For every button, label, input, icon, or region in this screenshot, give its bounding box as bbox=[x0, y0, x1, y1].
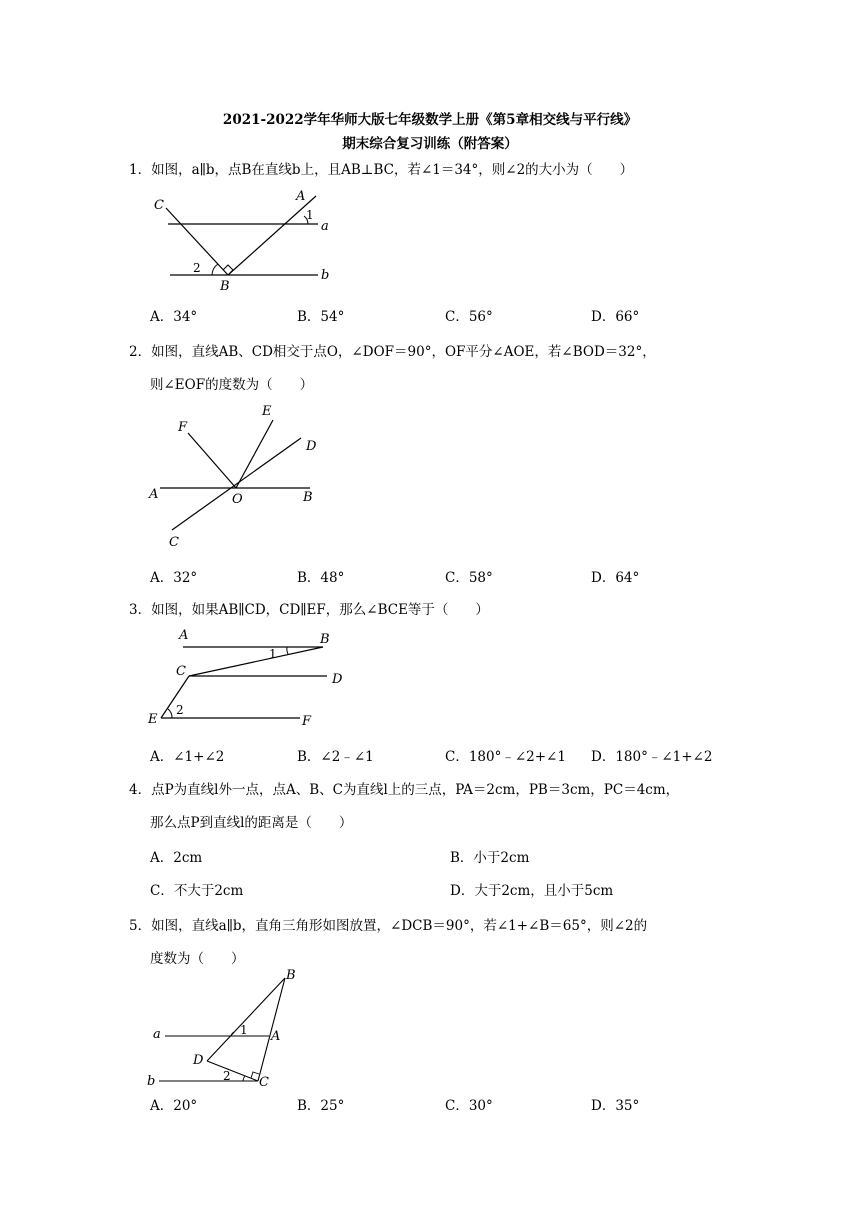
q2-stem-line2: 则∠EOF的度数为（ ） bbox=[150, 377, 314, 393]
q3-angle1-arc bbox=[287, 647, 288, 654]
q3-label-d: D bbox=[332, 672, 343, 687]
q2-label-d: D bbox=[306, 439, 317, 454]
q2-ray-oe bbox=[236, 420, 273, 488]
q1-label-2: 2 bbox=[193, 261, 201, 275]
q3-label-e: E bbox=[148, 712, 158, 727]
q4-option-a[interactable]: A．2cm bbox=[150, 850, 203, 866]
q4-stem-line1: 4．点P为直线l外一点，点A、B、C为直线l上的三点，PA＝2cm，PB＝3cm，PC＝4cm， bbox=[129, 782, 680, 798]
q2-option-d[interactable]: D．64° bbox=[591, 570, 640, 586]
q3-option-d[interactable]: D．180°﹣∠1+∠2 bbox=[591, 749, 713, 765]
q5-angle2-arc bbox=[243, 1076, 245, 1081]
q4-stem-line2: 那么点P到直线l的距离是（ ） bbox=[150, 815, 353, 831]
q2-label-c: C bbox=[169, 535, 179, 550]
q2-option-c[interactable]: C．58° bbox=[445, 570, 493, 586]
q5-label-2: 2 bbox=[223, 1069, 231, 1083]
q4-option-b[interactable]: B．小于2cm bbox=[450, 850, 530, 866]
q3-segment-ce bbox=[161, 676, 189, 718]
q1-option-d[interactable]: D．66° bbox=[591, 309, 640, 325]
q5-label-d: D bbox=[193, 1053, 204, 1068]
q1-right-angle-mark bbox=[223, 265, 233, 275]
q3-figure bbox=[145, 625, 355, 730]
q1-angle2-arc bbox=[212, 264, 218, 275]
q1-label-a-line: a bbox=[321, 219, 329, 234]
q2-stem-line1: 2．如图，直线AB、CD相交于点O，∠DOF＝90°，OF平分∠AOE，若∠BOD＝32°， bbox=[129, 344, 656, 360]
q4-option-d[interactable]: D．大于2cm，且小于5cm bbox=[450, 883, 614, 899]
q2-ray-of bbox=[188, 433, 236, 488]
q3-angle2-arc bbox=[168, 709, 172, 718]
q3-label-c: C bbox=[176, 664, 186, 679]
q1-segment-ba bbox=[228, 196, 316, 275]
q1-option-c[interactable]: C．56° bbox=[445, 309, 493, 325]
q1-label-1: 1 bbox=[306, 208, 314, 222]
q5-option-b[interactable]: B．25° bbox=[297, 1098, 345, 1114]
q5-option-d[interactable]: D．35° bbox=[591, 1098, 640, 1114]
q3-label-a: A bbox=[179, 628, 189, 643]
doc-title-line1: 2021-2022学年华师大版七年级数学上册《第5章相交线与平行线》 bbox=[222, 112, 638, 128]
q4-option-c[interactable]: C．不大于2cm bbox=[150, 883, 244, 899]
q5-segment-db bbox=[207, 978, 285, 1061]
q5-label-a-line: a bbox=[153, 1027, 161, 1042]
q3-label-b: B bbox=[320, 632, 330, 647]
q1-label-b-line: b bbox=[321, 268, 330, 283]
q5-right-angle-mark bbox=[251, 1072, 259, 1078]
q1-figure bbox=[140, 180, 360, 300]
q2-figure bbox=[145, 400, 335, 550]
q5-label-a-point: A bbox=[271, 1029, 281, 1044]
q3-label-2: 2 bbox=[176, 703, 184, 717]
q3-segment-cb bbox=[189, 647, 323, 676]
q3-option-b[interactable]: B．∠2﹣∠1 bbox=[297, 749, 374, 765]
q2-label-e: E bbox=[262, 404, 272, 419]
q5-label-b-point: B bbox=[286, 968, 296, 983]
q1-option-b[interactable]: B．54° bbox=[297, 309, 345, 325]
q1-option-a[interactable]: A．34° bbox=[150, 309, 198, 325]
q1-label-b-point: B bbox=[220, 279, 230, 294]
q5-option-a[interactable]: A．20° bbox=[150, 1098, 198, 1114]
q2-option-a[interactable]: A．32° bbox=[150, 570, 198, 586]
q3-stem: 3．如图，如果AB∥CD，CD∥EF，那么∠BCE等于（ ） bbox=[129, 602, 489, 618]
q2-label-o: O bbox=[232, 492, 243, 507]
q5-label-c: C bbox=[259, 1075, 269, 1090]
q5-label-b-line: b bbox=[147, 1074, 156, 1089]
doc-title-line2: 期末综合复习训练（附答案） bbox=[342, 136, 518, 152]
q3-option-c[interactable]: C．180°﹣∠2+∠1 bbox=[445, 749, 566, 765]
q2-option-b[interactable]: B．48° bbox=[297, 570, 345, 586]
q5-option-c[interactable]: C．30° bbox=[445, 1098, 493, 1114]
q2-label-f: F bbox=[178, 420, 188, 435]
q5-figure bbox=[145, 970, 315, 1090]
q1-label-c: C bbox=[154, 198, 164, 213]
q1-label-a-point: A bbox=[296, 189, 306, 204]
q5-stem-line1: 5．如图，直线a∥b，直角三角形如图放置，∠DCB＝90°，若∠1+∠B＝65°，则∠2的 bbox=[129, 918, 648, 934]
q5-label-1: 1 bbox=[240, 1023, 248, 1037]
q3-label-f: F bbox=[302, 714, 312, 729]
q2-line-cd bbox=[172, 438, 301, 530]
q2-label-a: A bbox=[149, 487, 159, 502]
q5-stem-line2: 度数为（ ） bbox=[150, 951, 245, 967]
q3-label-1: 1 bbox=[269, 647, 277, 661]
q3-option-a[interactable]: A．∠1+∠2 bbox=[150, 749, 225, 765]
q5-segment-dc bbox=[207, 1061, 258, 1081]
q2-label-b: B bbox=[303, 490, 313, 505]
q1-stem: 1．如图，a∥b，点B在直线b上，且AB⊥BC，若∠1＝34°，则∠2的大小为（ ） bbox=[129, 162, 634, 178]
